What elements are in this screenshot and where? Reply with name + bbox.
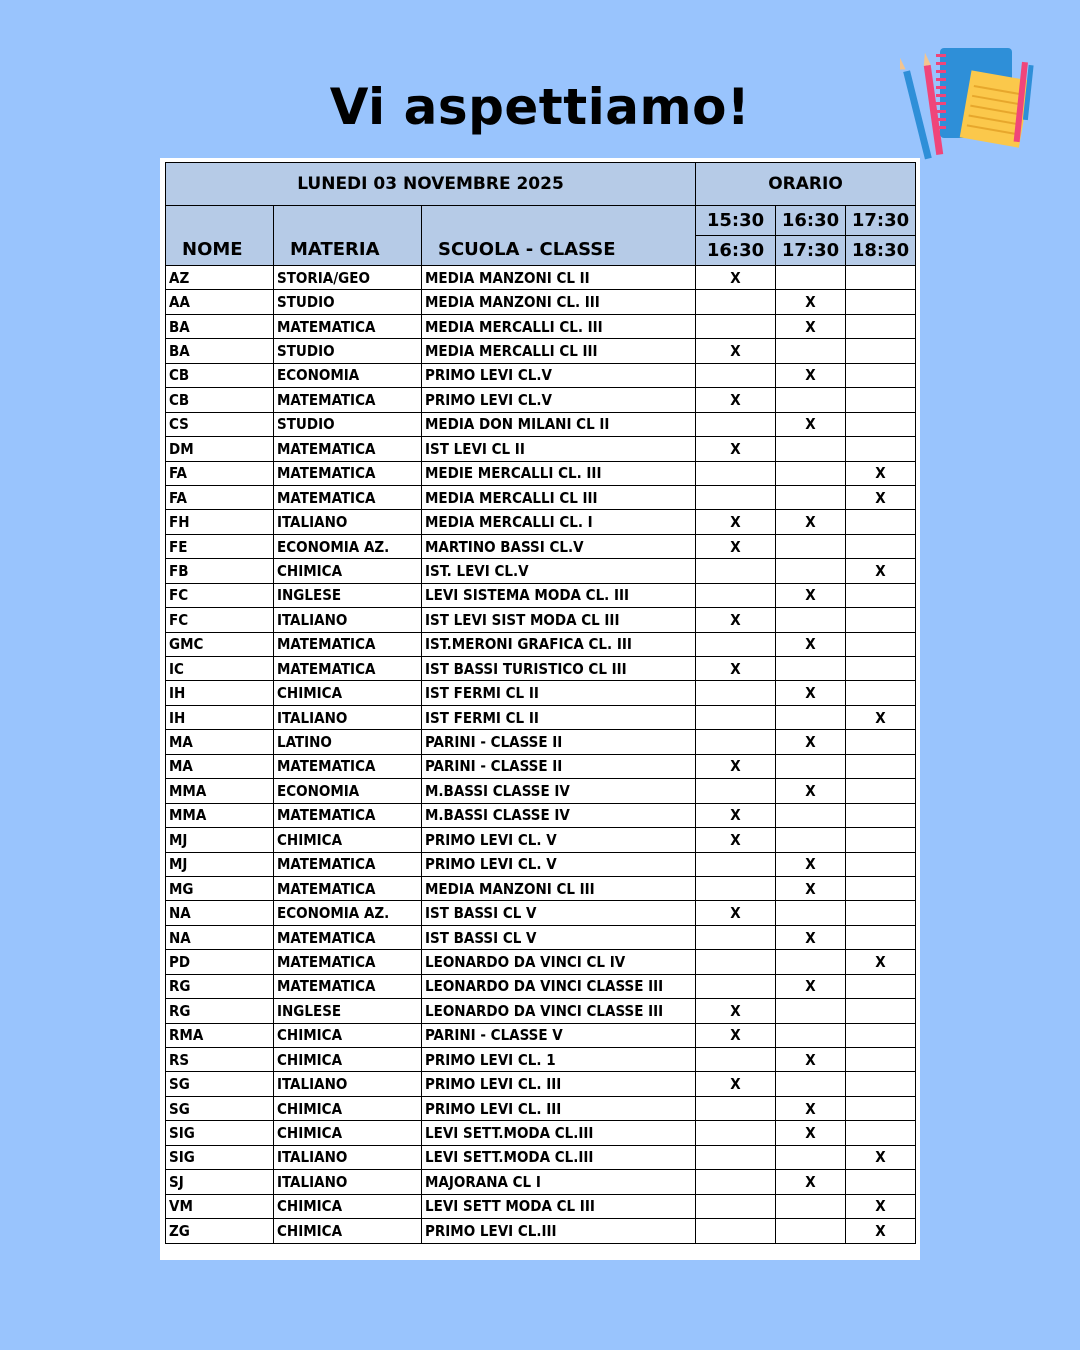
cell-materia: CHIMICA xyxy=(274,1121,422,1145)
cell-materia: CHIMICA xyxy=(274,1023,422,1047)
cell-materia: MATEMATICA xyxy=(274,314,422,338)
cell-materia: CHIMICA xyxy=(274,1096,422,1120)
cell-materia: CHIMICA xyxy=(274,1194,422,1218)
cell-slot-1 xyxy=(696,290,776,314)
cell-nome: RMA xyxy=(166,1023,274,1047)
cell-slot-1 xyxy=(696,681,776,705)
cell-materia: ECONOMIA xyxy=(274,363,422,387)
cell-slot-1: X xyxy=(696,1072,776,1096)
cell-scuola: MEDIA MERCALLI CL. III xyxy=(422,314,696,338)
cell-slot-1 xyxy=(696,974,776,998)
cell-slot-2 xyxy=(776,950,846,974)
cell-slot-3 xyxy=(846,1170,916,1194)
slot-3-end: 18:30 xyxy=(846,236,916,266)
cell-slot-3 xyxy=(846,828,916,852)
cell-slot-1 xyxy=(696,1121,776,1145)
cell-materia: INGLESE xyxy=(274,999,422,1023)
cell-nome: CB xyxy=(166,363,274,387)
cell-slot-3 xyxy=(846,681,916,705)
cell-slot-3 xyxy=(846,510,916,534)
cell-materia: LATINO xyxy=(274,730,422,754)
cell-materia: MATEMATICA xyxy=(274,852,422,876)
table-row xyxy=(166,485,916,509)
cell-scuola: MEDIA MANZONI CL II xyxy=(422,266,696,290)
cell-slot-3 xyxy=(846,608,916,632)
cell-scuola: IST BASSI CL V xyxy=(422,925,696,949)
slot-1-start: 15:30 xyxy=(696,206,776,236)
table-row xyxy=(166,828,916,852)
cell-materia: ITALIANO xyxy=(274,705,422,729)
cell-slot-1 xyxy=(696,1219,776,1243)
cell-materia: ITALIANO xyxy=(274,1170,422,1194)
cell-scuola: LEONARDO DA VINCI CLASSE III xyxy=(422,974,696,998)
cell-nome: PD xyxy=(166,950,274,974)
cell-slot-3 xyxy=(846,583,916,607)
cell-slot-3: X xyxy=(846,950,916,974)
cell-slot-3: X xyxy=(846,1219,916,1243)
cell-slot-2: X xyxy=(776,925,846,949)
cell-slot-1 xyxy=(696,632,776,656)
cell-scuola: MEDIA MANZONI CL III xyxy=(422,876,696,900)
col-materia: MATERIA xyxy=(274,206,422,266)
cell-slot-3 xyxy=(846,803,916,827)
cell-scuola: MEDIA MERCALLI CL. I xyxy=(422,510,696,534)
cell-slot-1 xyxy=(696,852,776,876)
table-row xyxy=(166,632,916,656)
cell-slot-1: X xyxy=(696,657,776,681)
cell-scuola: LEVI SETT.MODA CL.III xyxy=(422,1145,696,1169)
cell-slot-3 xyxy=(846,730,916,754)
cell-slot-1: X xyxy=(696,999,776,1023)
cell-materia: STUDIO xyxy=(274,339,422,363)
cell-nome: IC xyxy=(166,657,274,681)
cell-slot-3 xyxy=(846,534,916,558)
cell-materia: ECONOMIA xyxy=(274,779,422,803)
cell-slot-2: X xyxy=(776,1048,846,1072)
cell-slot-2 xyxy=(776,1072,846,1096)
cell-materia: INGLESE xyxy=(274,583,422,607)
cell-slot-2: X xyxy=(776,412,846,436)
cell-scuola: MEDIA MERCALLI CL III xyxy=(422,485,696,509)
cell-materia: ECONOMIA AZ. xyxy=(274,901,422,925)
cell-materia: MATEMATICA xyxy=(274,657,422,681)
cell-slot-3: X xyxy=(846,1145,916,1169)
cell-nome: FH xyxy=(166,510,274,534)
cell-nome: AA xyxy=(166,290,274,314)
cell-materia: STUDIO xyxy=(274,290,422,314)
cell-materia: MATEMATICA xyxy=(274,485,422,509)
slot-2-start: 16:30 xyxy=(776,206,846,236)
col-nome: NOME xyxy=(166,206,274,266)
cell-materia: ITALIANO xyxy=(274,1145,422,1169)
slot-2-end: 17:30 xyxy=(776,236,846,266)
cell-materia: MATEMATICA xyxy=(274,974,422,998)
cell-scuola: PARINI - CLASSE II xyxy=(422,730,696,754)
cell-scuola: IST BASSI CL V xyxy=(422,901,696,925)
cell-scuola: LEONARDO DA VINCI CLASSE III xyxy=(422,999,696,1023)
cell-nome: ZG xyxy=(166,1219,274,1243)
cell-slot-2 xyxy=(776,485,846,509)
cell-nome: BA xyxy=(166,339,274,363)
cell-slot-2 xyxy=(776,901,846,925)
cell-nome: CS xyxy=(166,412,274,436)
cell-scuola: PRIMO LEVI CL. III xyxy=(422,1096,696,1120)
cell-nome: FC xyxy=(166,608,274,632)
schedule-sheet xyxy=(160,158,920,1260)
cell-slot-1: X xyxy=(696,437,776,461)
cell-nome: AZ xyxy=(166,266,274,290)
table-row xyxy=(166,1072,916,1096)
table-row xyxy=(166,412,916,436)
col-scuola: SCUOLA - CLASSE xyxy=(422,206,696,266)
table-row xyxy=(166,925,916,949)
cell-slot-1: X xyxy=(696,828,776,852)
cell-materia: CHIMICA xyxy=(274,1219,422,1243)
cell-slot-2 xyxy=(776,754,846,778)
table-row xyxy=(166,1023,916,1047)
cell-nome: CB xyxy=(166,388,274,412)
cell-scuola: MEDIA DON MILANI CL II xyxy=(422,412,696,436)
table-row xyxy=(166,510,916,534)
cell-slot-2 xyxy=(776,608,846,632)
cell-materia: CHIMICA xyxy=(274,1048,422,1072)
cell-slot-3 xyxy=(846,290,916,314)
cell-slot-3 xyxy=(846,1096,916,1120)
cell-slot-1: X xyxy=(696,339,776,363)
table-row xyxy=(166,437,916,461)
cell-slot-3: X xyxy=(846,461,916,485)
cell-slot-3 xyxy=(846,266,916,290)
cell-slot-2 xyxy=(776,657,846,681)
cell-slot-2 xyxy=(776,534,846,558)
cell-materia: MATEMATICA xyxy=(274,876,422,900)
cell-nome: IH xyxy=(166,681,274,705)
cell-slot-2 xyxy=(776,437,846,461)
cell-nome: RS xyxy=(166,1048,274,1072)
cell-nome: SG xyxy=(166,1072,274,1096)
cell-scuola: PRIMO LEVI CL.V xyxy=(422,363,696,387)
table-row xyxy=(166,1096,916,1120)
cell-materia: MATEMATICA xyxy=(274,461,422,485)
cell-slot-3 xyxy=(846,1023,916,1047)
cell-nome: RG xyxy=(166,974,274,998)
table-row xyxy=(166,1219,916,1243)
cell-slot-2 xyxy=(776,803,846,827)
cell-slot-2: X xyxy=(776,974,846,998)
cell-nome: RG xyxy=(166,999,274,1023)
cell-scuola: PRIMO LEVI CL. III xyxy=(422,1072,696,1096)
cell-nome: MMA xyxy=(166,803,274,827)
cell-slot-2 xyxy=(776,339,846,363)
cell-slot-3 xyxy=(846,437,916,461)
cell-slot-3 xyxy=(846,901,916,925)
cell-slot-1 xyxy=(696,1145,776,1169)
cell-scuola: IST FERMI CL II xyxy=(422,705,696,729)
table-row xyxy=(166,388,916,412)
cell-scuola: LEONARDO DA VINCI CL IV xyxy=(422,950,696,974)
table-row xyxy=(166,1194,916,1218)
table-row xyxy=(166,534,916,558)
cell-slot-1 xyxy=(696,1048,776,1072)
table-row xyxy=(166,1145,916,1169)
cell-slot-3 xyxy=(846,1121,916,1145)
cell-materia: MATEMATICA xyxy=(274,388,422,412)
cell-slot-2 xyxy=(776,1194,846,1218)
cell-slot-1 xyxy=(696,730,776,754)
cell-scuola: MEDIA MERCALLI CL III xyxy=(422,339,696,363)
cell-materia: STORIA/GEO xyxy=(274,266,422,290)
cell-nome: NA xyxy=(166,925,274,949)
cell-slot-2 xyxy=(776,1023,846,1047)
table-row xyxy=(166,852,916,876)
cell-nome: MMA xyxy=(166,779,274,803)
cell-slot-1 xyxy=(696,559,776,583)
cell-slot-2: X xyxy=(776,290,846,314)
cell-slot-1: X xyxy=(696,534,776,558)
cell-slot-2: X xyxy=(776,632,846,656)
cell-materia: STUDIO xyxy=(274,412,422,436)
cell-slot-1 xyxy=(696,1170,776,1194)
cell-slot-3: X xyxy=(846,559,916,583)
cell-slot-1 xyxy=(696,1194,776,1218)
cell-nome: MA xyxy=(166,754,274,778)
cell-slot-1 xyxy=(696,1096,776,1120)
cell-scuola: IST FERMI CL II xyxy=(422,681,696,705)
cell-slot-3 xyxy=(846,632,916,656)
cell-slot-3 xyxy=(846,657,916,681)
table-row xyxy=(166,999,916,1023)
cell-materia: ECONOMIA AZ. xyxy=(274,534,422,558)
cell-slot-1: X xyxy=(696,1023,776,1047)
cell-scuola: PRIMO LEVI CL. V xyxy=(422,828,696,852)
slot-3-start: 17:30 xyxy=(846,206,916,236)
cell-slot-3 xyxy=(846,388,916,412)
cell-slot-1: X xyxy=(696,266,776,290)
table-row xyxy=(166,974,916,998)
cell-scuola: IST LEVI SIST MODA CL III xyxy=(422,608,696,632)
table-row xyxy=(166,901,916,925)
table-row xyxy=(166,1048,916,1072)
cell-scuola: M.BASSI CLASSE IV xyxy=(422,779,696,803)
cell-slot-1 xyxy=(696,461,776,485)
cell-scuola: PARINI - CLASSE II xyxy=(422,754,696,778)
cell-scuola: IST BASSI TURISTICO CL III xyxy=(422,657,696,681)
cell-scuola: PRIMO LEVI CL.V xyxy=(422,388,696,412)
cell-slot-2: X xyxy=(776,1121,846,1145)
table-row xyxy=(166,803,916,827)
cell-nome: FE xyxy=(166,534,274,558)
cell-nome: FB xyxy=(166,559,274,583)
table-row xyxy=(166,657,916,681)
cell-scuola: LEVI SETT MODA CL III xyxy=(422,1194,696,1218)
cell-slot-1 xyxy=(696,925,776,949)
table-row xyxy=(166,876,916,900)
cell-slot-2 xyxy=(776,1219,846,1243)
orario-header: ORARIO xyxy=(696,163,916,206)
cell-scuola: PARINI - CLASSE V xyxy=(422,1023,696,1047)
cell-materia: CHIMICA xyxy=(274,828,422,852)
cell-slot-3 xyxy=(846,974,916,998)
cell-slot-3 xyxy=(846,925,916,949)
cell-nome: MA xyxy=(166,730,274,754)
table-row xyxy=(166,314,916,338)
cell-slot-1 xyxy=(696,705,776,729)
table-row xyxy=(166,461,916,485)
cell-slot-3: X xyxy=(846,1194,916,1218)
cell-nome: BA xyxy=(166,314,274,338)
table-row xyxy=(166,290,916,314)
cell-nome: SIG xyxy=(166,1121,274,1145)
cell-nome: VM xyxy=(166,1194,274,1218)
table-row xyxy=(166,266,916,290)
cell-nome: NA xyxy=(166,901,274,925)
cell-slot-2: X xyxy=(776,1096,846,1120)
cell-slot-3 xyxy=(846,754,916,778)
cell-scuola: PRIMO LEVI CL.III xyxy=(422,1219,696,1243)
cell-slot-1 xyxy=(696,412,776,436)
cell-slot-2: X xyxy=(776,510,846,534)
cell-slot-2 xyxy=(776,388,846,412)
table-row xyxy=(166,1170,916,1194)
cell-slot-3 xyxy=(846,412,916,436)
table-row xyxy=(166,681,916,705)
cell-materia: MATEMATICA xyxy=(274,925,422,949)
cell-materia: ITALIANO xyxy=(274,1072,422,1096)
cell-slot-3 xyxy=(846,852,916,876)
cell-slot-3 xyxy=(846,1048,916,1072)
cell-nome: IH xyxy=(166,705,274,729)
cell-scuola: MEDIA MANZONI CL. III xyxy=(422,290,696,314)
cell-scuola: MAJORANA CL I xyxy=(422,1170,696,1194)
cell-materia: MATEMATICA xyxy=(274,754,422,778)
cell-scuola: M.BASSI CLASSE IV xyxy=(422,803,696,827)
table-row xyxy=(166,730,916,754)
cell-slot-3 xyxy=(846,876,916,900)
cell-slot-1 xyxy=(696,583,776,607)
cell-slot-3 xyxy=(846,339,916,363)
cell-slot-2 xyxy=(776,828,846,852)
cell-nome: MG xyxy=(166,876,274,900)
cell-materia: CHIMICA xyxy=(274,559,422,583)
slot-1-end: 16:30 xyxy=(696,236,776,266)
cell-scuola: LEVI SETT.MODA CL.III xyxy=(422,1121,696,1145)
cell-nome: MJ xyxy=(166,828,274,852)
cell-slot-1 xyxy=(696,314,776,338)
cell-scuola: LEVI SISTEMA MODA CL. III xyxy=(422,583,696,607)
cell-materia: MATEMATICA xyxy=(274,803,422,827)
table-row xyxy=(166,583,916,607)
cell-nome: FA xyxy=(166,485,274,509)
cell-slot-3: X xyxy=(846,705,916,729)
cell-scuola: MARTINO BASSI CL.V xyxy=(422,534,696,558)
cell-slot-3 xyxy=(846,314,916,338)
cell-slot-2: X xyxy=(776,1170,846,1194)
cell-nome: SG xyxy=(166,1096,274,1120)
cell-nome: MJ xyxy=(166,852,274,876)
cell-slot-2: X xyxy=(776,852,846,876)
cell-slot-2 xyxy=(776,999,846,1023)
cell-materia: MATEMATICA xyxy=(274,950,422,974)
cell-slot-1 xyxy=(696,485,776,509)
cell-slot-2: X xyxy=(776,876,846,900)
cell-slot-2 xyxy=(776,705,846,729)
cell-slot-1 xyxy=(696,950,776,974)
table-row xyxy=(166,608,916,632)
cell-slot-1: X xyxy=(696,803,776,827)
cell-slot-2: X xyxy=(776,363,846,387)
cell-slot-3: X xyxy=(846,485,916,509)
table-row xyxy=(166,559,916,583)
cell-slot-1 xyxy=(696,779,776,803)
cell-materia: MATEMATICA xyxy=(274,632,422,656)
cell-nome: SIG xyxy=(166,1145,274,1169)
cell-slot-3 xyxy=(846,363,916,387)
cell-slot-1 xyxy=(696,876,776,900)
cell-slot-1: X xyxy=(696,754,776,778)
cell-slot-1: X xyxy=(696,608,776,632)
cell-slot-1 xyxy=(696,363,776,387)
cell-slot-2 xyxy=(776,1145,846,1169)
cell-slot-3 xyxy=(846,779,916,803)
cell-nome: SJ xyxy=(166,1170,274,1194)
cell-materia: ITALIANO xyxy=(274,608,422,632)
table-row xyxy=(166,705,916,729)
cell-scuola: PRIMO LEVI CL. 1 xyxy=(422,1048,696,1072)
cell-scuola: IST.MERONI GRAFICA CL. III xyxy=(422,632,696,656)
table-row xyxy=(166,1121,916,1145)
cell-scuola: MEDIE MERCALLI CL. III xyxy=(422,461,696,485)
cell-slot-3 xyxy=(846,1072,916,1096)
cell-slot-2: X xyxy=(776,314,846,338)
cell-slot-2: X xyxy=(776,779,846,803)
cell-materia: MATEMATICA xyxy=(274,437,422,461)
cell-scuola: IST. LEVI CL.V xyxy=(422,559,696,583)
cell-nome: DM xyxy=(166,437,274,461)
cell-materia: CHIMICA xyxy=(274,681,422,705)
cell-slot-1: X xyxy=(696,388,776,412)
cell-scuola: IST LEVI CL II xyxy=(422,437,696,461)
cell-slot-2: X xyxy=(776,730,846,754)
table-row xyxy=(166,779,916,803)
cell-slot-2: X xyxy=(776,681,846,705)
cell-slot-2: X xyxy=(776,583,846,607)
date-header: LUNEDI 03 NOVEMBRE 2025 xyxy=(166,163,696,206)
cell-slot-2 xyxy=(776,559,846,583)
cell-nome: FA xyxy=(166,461,274,485)
cell-slot-1: X xyxy=(696,510,776,534)
table-row xyxy=(166,754,916,778)
cell-materia: ITALIANO xyxy=(274,510,422,534)
cell-slot-1: X xyxy=(696,901,776,925)
cell-nome: GMC xyxy=(166,632,274,656)
notebook-pencils-icon xyxy=(900,40,1040,165)
cell-slot-3 xyxy=(846,999,916,1023)
table-row xyxy=(166,363,916,387)
table-row xyxy=(166,339,916,363)
cell-scuola: PRIMO LEVI CL. V xyxy=(422,852,696,876)
schedule-table xyxy=(165,162,916,1244)
table-row xyxy=(166,950,916,974)
cell-slot-2 xyxy=(776,266,846,290)
cell-slot-2 xyxy=(776,461,846,485)
cell-nome: FC xyxy=(166,583,274,607)
page-title: Vi aspettiamo! xyxy=(329,78,751,136)
